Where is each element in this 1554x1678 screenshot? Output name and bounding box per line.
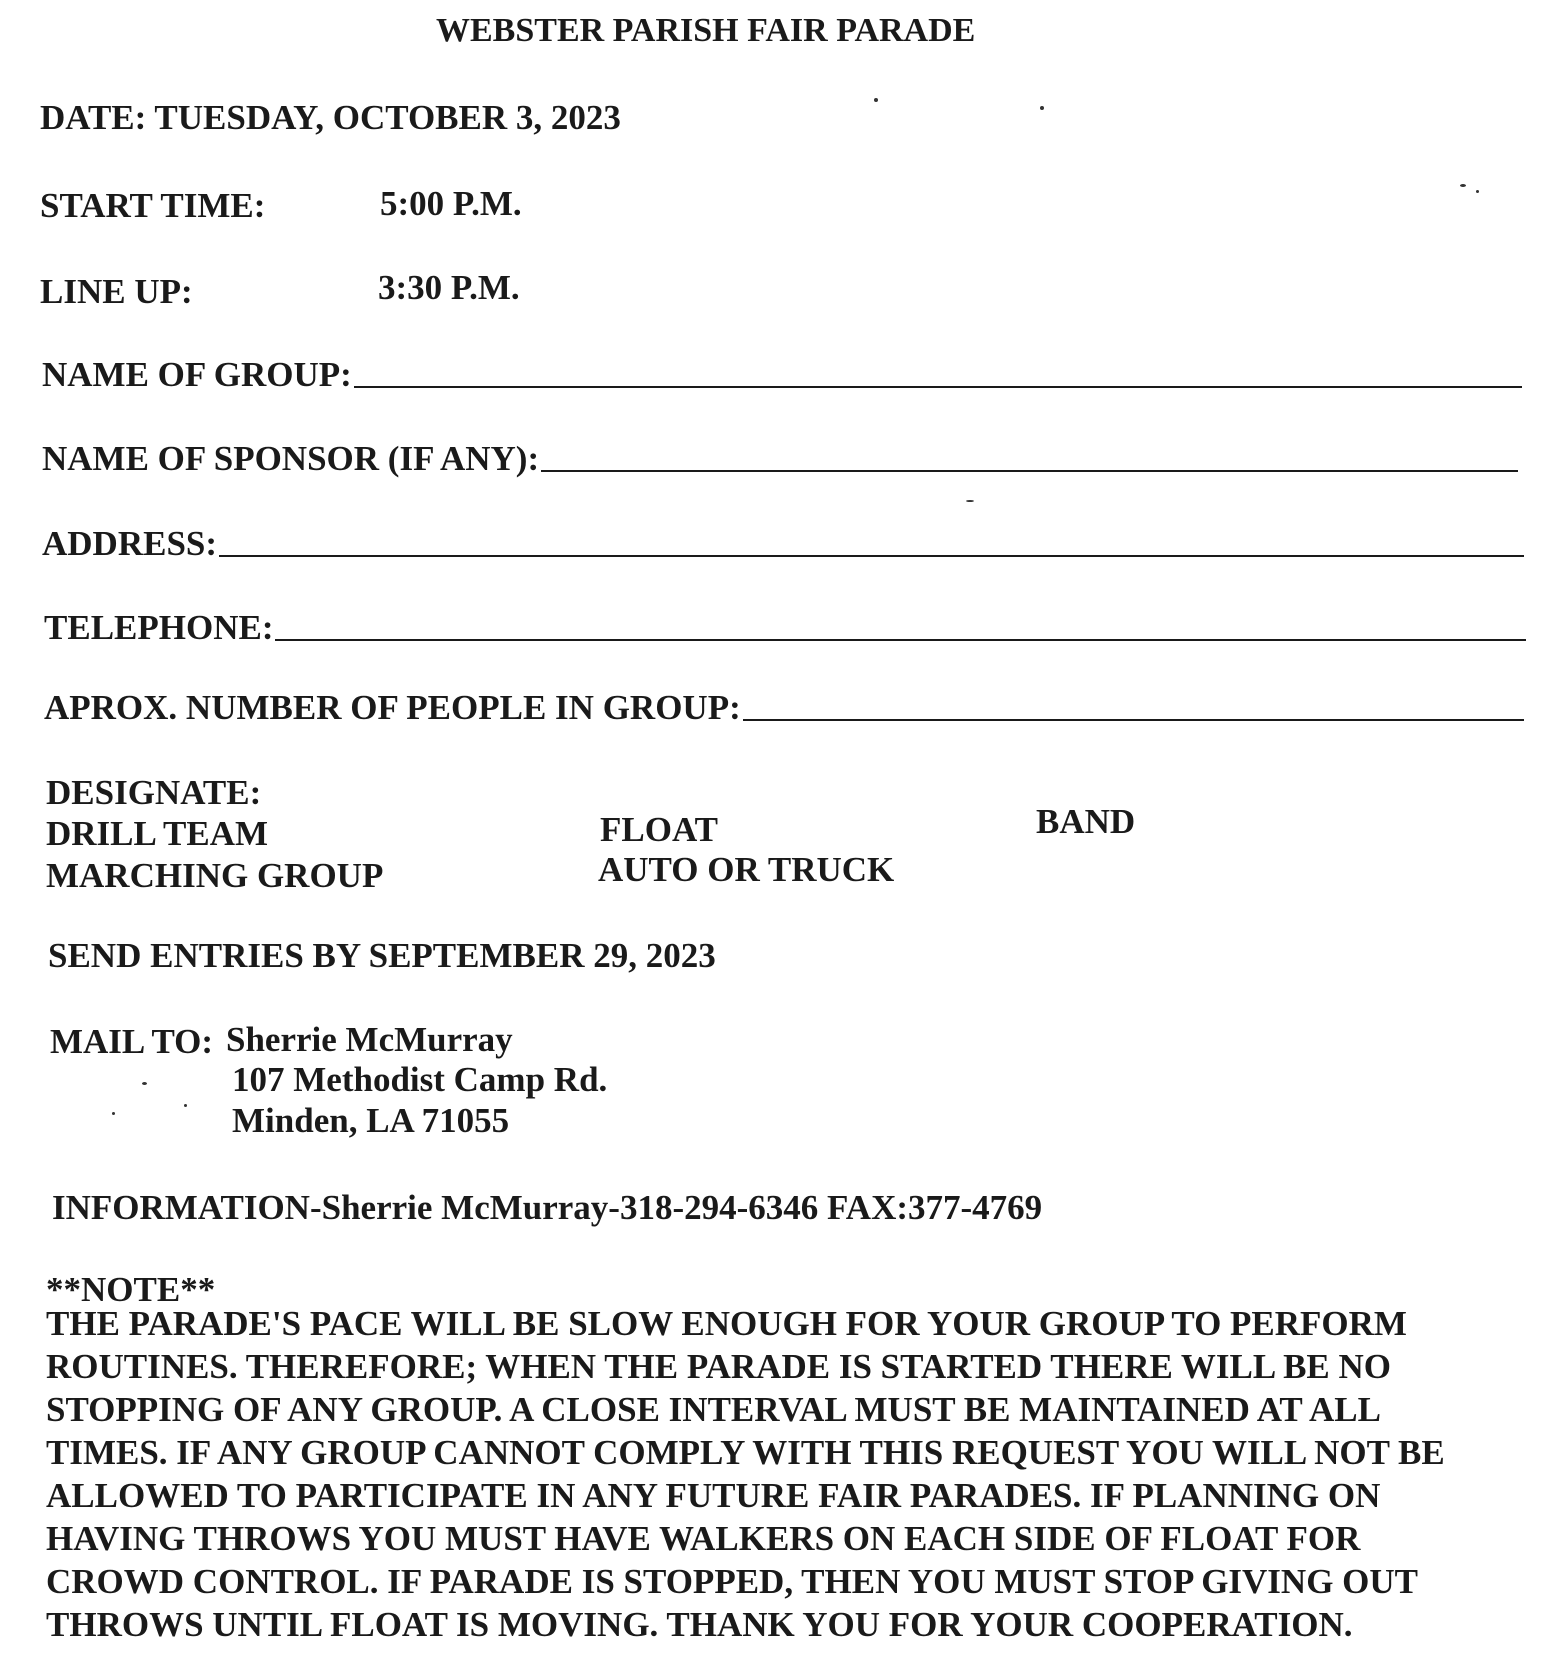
scan-speck [966,500,974,502]
telephone-field[interactable] [44,610,1526,645]
designate-option-float[interactable]: FLOAT [600,810,718,849]
group-name-blank-line[interactable] [354,385,1522,388]
sponsor-blank-line[interactable] [541,469,1518,472]
date-line: DATE: TUESDAY, OCTOBER 3, 2023 [40,98,621,137]
scan-speck [112,1112,115,1115]
people-count-label: APROX. NUMBER OF PEOPLE IN GROUP: [44,688,741,727]
people-count-blank-line[interactable] [743,718,1524,721]
scan-speck [874,98,878,102]
people-count-field[interactable] [44,690,1524,725]
scan-speck [1460,184,1466,187]
designate-option-band[interactable]: BAND [1036,802,1136,841]
scan-speck [142,1082,147,1085]
mail-to-street: 107 Methodist Camp Rd. [232,1060,608,1099]
address-blank-line[interactable] [219,554,1524,557]
entry-deadline: SEND ENTRIES BY SEPTEMBER 29, 2023 [48,936,716,975]
line-up-value: 3:30 P.M. [378,268,520,307]
group-name-field[interactable] [42,357,1522,392]
note-heading: **NOTE** [46,1270,216,1309]
address-field[interactable] [42,526,1524,561]
note-body: THE PARADE'S PACE WILL BE SLOW ENOUGH FOR YOUR GROUP TO PERFORM ROUTINES. THEREFORE; WHEN THE PARADE IS STARTED THERE WILL BE NO STOPPING OF ANY GROUP. A CLOSE INTERVAL MUST BE MAINTAINED AT ALL TIMES. IF ANY GROUP CANNOT COMPLY WITH THIS REQUEST YOU WILL NOT BE ALLOWED TO PARTICIPATE IN ANY FUTURE FAIR PARADES. IF PLANNING ON HAVING THROWS YOU MUST HAVE WALKERS ON EACH SIDE OF FLOAT FOR CROWD CONTROL. IF PARADE IS STOPPED, THEN YOU MUST STOP GIVING OUT THROWS UNTIL FLOAT IS MOVING. THANK YOU FOR YOUR COOPERATION. [46,1304,1445,1644]
scan-speck [1476,190,1479,193]
designate-heading: DESIGNATE: [46,773,262,812]
designate-option-drill-team[interactable]: DRILL TEAM [46,814,269,853]
group-name-label: NAME OF GROUP: [42,355,352,394]
scan-speck [1040,106,1044,110]
designate-option-marching-group[interactable]: MARCHING GROUP [46,856,384,895]
mail-to-city: Minden, LA 71055 [232,1101,510,1140]
designate-option-auto-or-truck[interactable]: AUTO OR TRUCK [598,850,895,889]
telephone-blank-line[interactable] [275,638,1526,641]
mail-to-label: MAIL TO: [50,1022,214,1061]
sponsor-label: NAME OF SPONSOR (IF ANY): [42,439,540,478]
start-time-value: 5:00 P.M. [380,184,522,223]
scan-speck [184,1104,187,1107]
mail-to-name: Sherrie McMurray [226,1020,513,1059]
sponsor-field[interactable] [42,441,1518,476]
telephone-label: TELEPHONE: [44,608,274,647]
page-title: WEBSTER PARISH FAIR PARADE [436,12,976,49]
information-line: INFORMATION-Sherrie McMurray-318-294-6346 FAX:377-4769 [52,1188,1043,1227]
start-time-label: START TIME: [40,186,266,225]
line-up-label: LINE UP: [40,272,193,311]
address-label: ADDRESS: [42,524,218,563]
